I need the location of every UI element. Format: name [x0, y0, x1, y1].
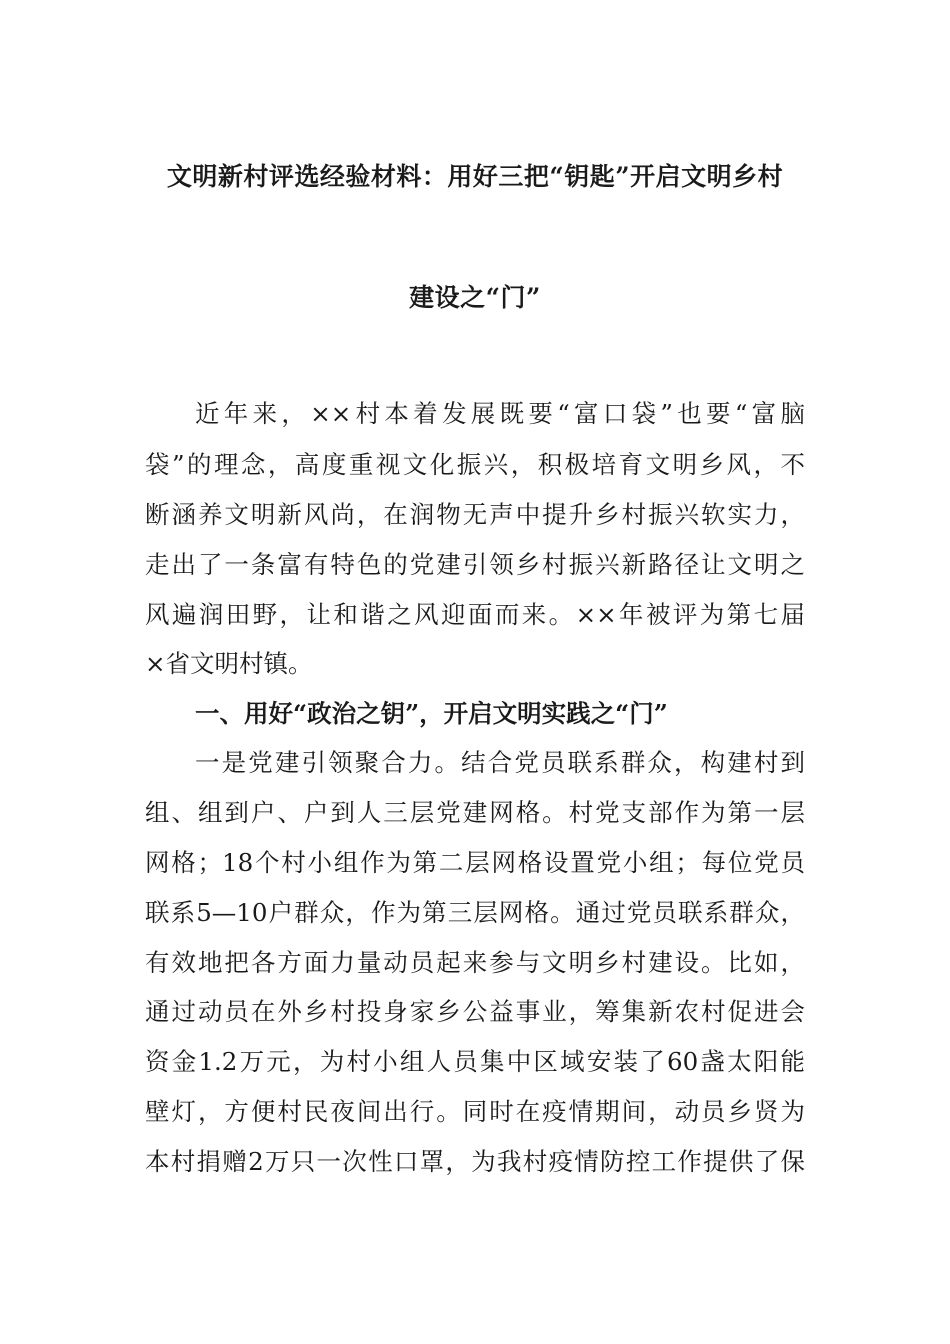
- body-line: 通过动员在外乡村投身家乡公益事业，筹集新农村促进会: [145, 997, 805, 1026]
- intro-line: 袋”的理念，高度重视文化振兴，积极培育文明乡风，不: [145, 450, 805, 479]
- intro-line: 近年来，××村本着发展既要“富口袋”也要“富脑: [195, 399, 805, 428]
- document-title-line-1: 文明新村评选经验材料：用好三把“钥匙”开启文明乡村: [166, 162, 784, 191]
- body-line: 联系5—10户群众，作为第三层网格。通过党员联系群众，: [145, 898, 805, 927]
- body-line: 组、组到户、户到人三层党建网格。村党支部作为第一层: [145, 798, 805, 827]
- body-line: 有效地把各方面力量动员起来参与文明乡村建设。比如，: [145, 948, 805, 977]
- section-heading: 一、用好“政治之钥”，开启文明实践之“门”: [195, 699, 668, 728]
- body-line: 壁灯，方便村民夜间出行。同时在疫情期间，动员乡贤为: [145, 1097, 805, 1126]
- document-title-line-2: 建设之“门”: [409, 283, 541, 312]
- intro-line: 断涵养文明新风尚，在润物无声中提升乡村振兴软实力，: [145, 500, 805, 529]
- intro-line: 风遍润田野，让和谐之风迎面而来。××年被评为第七届: [145, 600, 805, 629]
- body-line: 资金1.2万元，为村小组人员集中区域安装了60盏太阳能: [145, 1047, 805, 1076]
- intro-line: 走出了一条富有特色的党建引领乡村振兴新路径让文明之: [145, 550, 805, 579]
- body-line: 本村捐赠2万只一次性口罩，为我村疫情防控工作提供了保: [145, 1147, 805, 1176]
- body-line: 网格；18个村小组作为第二层网格设置党小组；每位党员: [145, 848, 805, 877]
- body-line: 一是党建引领聚合力。结合党员联系群众，构建村到: [195, 748, 805, 777]
- intro-line: ×省文明村镇。: [145, 649, 313, 678]
